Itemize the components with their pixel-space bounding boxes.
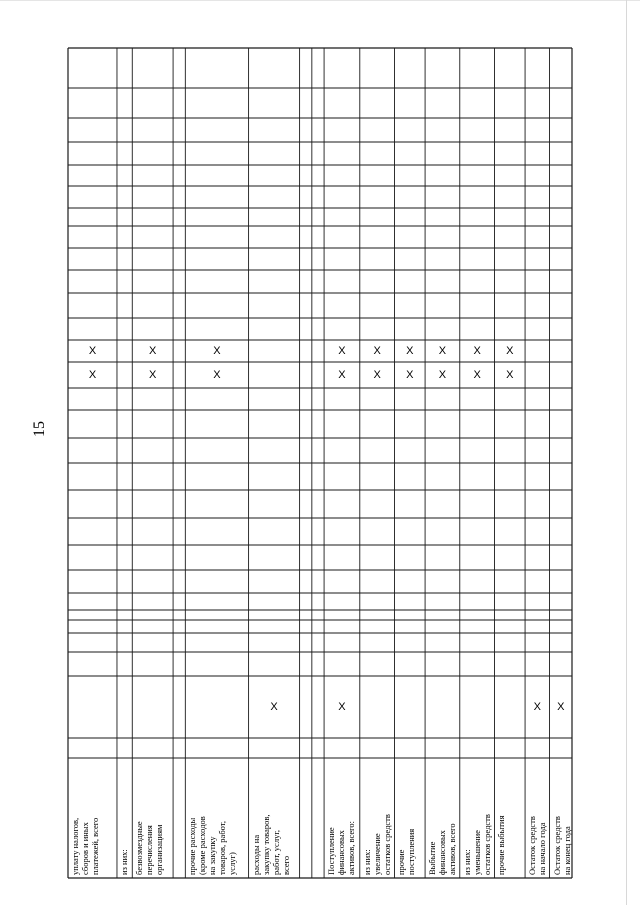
- cell-mark-x: X: [373, 368, 381, 381]
- row-label-line: Остаток средств: [551, 816, 562, 875]
- row-label-line: прочие расходы: [187, 817, 198, 875]
- cell-mark-x: X: [338, 344, 346, 357]
- row-label-prochie-vybytiya: [496, 761, 524, 875]
- row-label-line: финансовых: [336, 830, 347, 875]
- cell-mark-x: X: [557, 700, 565, 713]
- cell-mark-x: X: [88, 368, 97, 381]
- row-label-line: из них:: [118, 849, 129, 875]
- cell-mark-x: X: [338, 700, 346, 713]
- row-label-line: платежей, всего: [90, 817, 100, 875]
- row-label-line: прочие: [396, 849, 407, 875]
- cell-mark-x: X: [473, 368, 481, 381]
- row-label-line: на конец года: [561, 826, 572, 875]
- row-label-line: из них:: [361, 849, 372, 875]
- row-label-line: уплату налогов,: [70, 817, 80, 875]
- row-label-line: уменьшение: [471, 830, 482, 875]
- row-label-iz-nih-uvelichenie: [362, 761, 394, 875]
- cell-mark-x: X: [506, 344, 514, 357]
- row-label-line: активов, всего: [447, 823, 458, 875]
- cell-mark-x: X: [149, 368, 157, 381]
- cell-mark-x: X: [406, 344, 414, 357]
- row-label-line: закупку товаров,: [260, 814, 271, 875]
- cell-mark-x: X: [533, 700, 541, 713]
- row-label-line: Выбытие: [427, 841, 438, 875]
- row-label-rashody-na-zakupku: [251, 761, 299, 875]
- cell-mark-x: X: [473, 344, 481, 357]
- row-label-line: на начало года: [537, 822, 548, 875]
- row-label-line: расходы на: [250, 834, 261, 875]
- row-label-line: работ, услуг,: [270, 830, 281, 875]
- row-label-line: перечисления: [144, 825, 155, 875]
- row-label-line: Поступление: [326, 827, 337, 875]
- row-label-line: безвозмездные: [134, 821, 145, 875]
- cell-mark-x: X: [338, 368, 346, 381]
- row-label-line: Остаток средств: [527, 816, 538, 875]
- row-label-bezvozmezdnye: [134, 761, 172, 875]
- row-label-line: остатков средств: [481, 814, 492, 875]
- row-label-line: на закупку: [207, 836, 218, 875]
- cell-mark-x: X: [88, 344, 97, 357]
- row-label-line: из них:: [461, 849, 472, 875]
- row-label-ostatok-konec: [552, 761, 571, 875]
- cell-mark-x: X: [213, 344, 221, 357]
- row-label-line: организациям: [154, 824, 165, 875]
- row-label-line: всего: [280, 855, 291, 875]
- cell-mark-x: X: [506, 368, 514, 381]
- row-label-ostatok-nachalo: [527, 761, 548, 875]
- row-label-line: сборов и иных: [80, 822, 90, 875]
- cell-mark-x: X: [270, 700, 278, 713]
- row-label-iz-nih-umenshenie: [462, 761, 494, 875]
- row-label-iz-nih-1: [119, 761, 131, 875]
- row-label-prochie-rashody: [187, 761, 247, 875]
- row-label-line: прочие выбытия: [496, 815, 507, 875]
- row-label-line: (кроме расходов: [197, 816, 208, 875]
- row-label-line: товаров, работ,: [217, 821, 228, 875]
- row-label-line: остатков средств: [381, 814, 392, 875]
- row-label-line: услуг): [227, 852, 238, 875]
- cell-mark-x: X: [438, 344, 447, 357]
- cell-mark-x: X: [406, 368, 414, 381]
- cell-mark-x: X: [373, 344, 381, 357]
- cell-mark-x: X: [438, 368, 447, 381]
- cell-mark-x: X: [149, 344, 157, 357]
- row-label-uplata-nalogov: [70, 761, 116, 875]
- page-number: 15: [31, 421, 48, 437]
- row-label-vybytie: [427, 761, 459, 875]
- row-label-line: активов, всего:: [346, 820, 357, 875]
- cell-mark-x: X: [213, 368, 221, 381]
- row-label-line: увеличение: [371, 833, 382, 875]
- row-label-line: финансовых: [437, 830, 448, 875]
- row-label-line: поступления: [406, 828, 417, 875]
- row-label-postuplenie: [326, 761, 359, 875]
- row-label-prochie-postupleniya: [396, 761, 424, 875]
